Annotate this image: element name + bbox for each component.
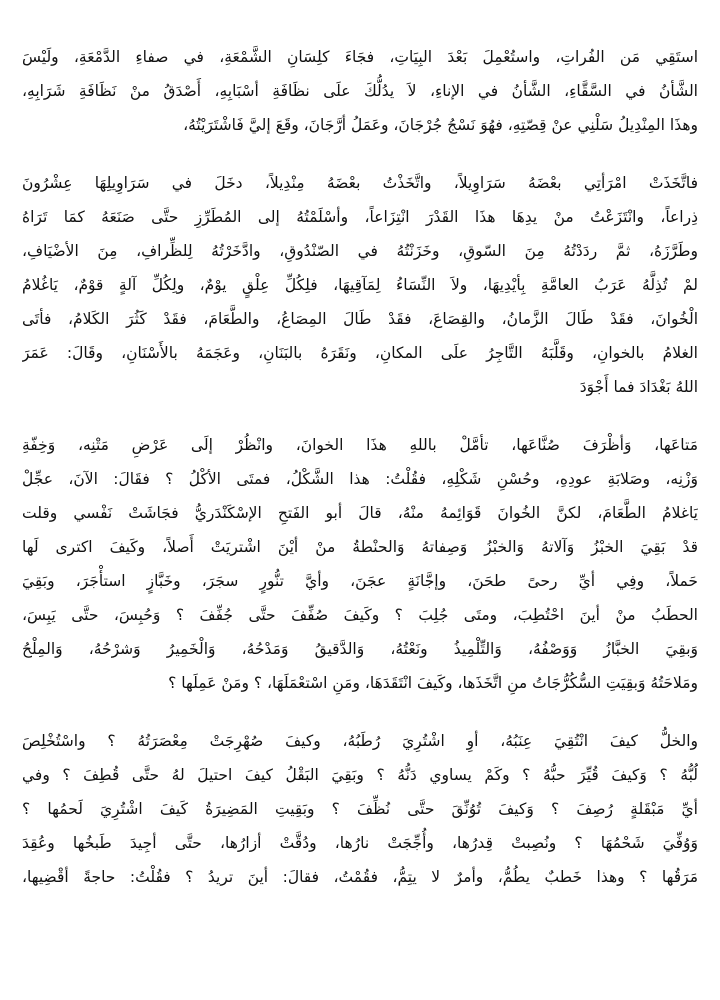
paragraph-gap <box>22 404 698 428</box>
text-line: وهذَا المِنْدِيلُ سَلْنِي عنْ قِصّتِهِ، فهُوَ نَسْجُ جُرْجَانَ، وعَمَلُ أرَّجَانَ، وقَعَ إليَّ فَاشْتَرَيْتُهُ، <box>183 116 698 134</box>
text-line: قدْ بَقِيَ الخبْزُ وَآلاتهُ وَالخبْزُ وَصِفاتهُ وَالحنْطةُ منْ أيْنَ اشْتريَتْ أَصلاً، وكَيفَ اكترى لَها <box>22 538 698 556</box>
text-line: أيِّ مَبْقَلةٍ رُصِفَ ؟ وَكيفَ تُوُنِّقَ حتَّى نُظِّفَ ؟ وبَقِيتِ المَضِيرَةُ كَيفَ اشْتُرِيَ لَحمُها ؟ <box>22 800 698 818</box>
paragraph-gap <box>22 700 698 724</box>
text-line: مَتاعَها، وَأظْرَفَ صُنَّاعَها، تأمَّلْ باللهِ هذَا الخوانَ، وانْظُرْ إلَى عَرْضِ مَتْنِه، وَخِفّةِ <box>22 436 698 454</box>
paragraph-3 <box>22 428 698 700</box>
text-line: وَوُفِّيَ شَحْمُهَا ؟ ونُصِبتْ قِدرُها، وأُجِّجَتْ نارُها، ودُقَّتْ أزارُها، حتَّى أجِيدَ طَبخُها وعُقِدَ <box>22 834 698 852</box>
text-line: لمْ تُذِلَّهُ عَرَبُ العامَّةِ بِأيْدِيهَا، ولاَ النِّسَاءُ لِمَآقِيهَا، فلِكُلِّ عِلْقٍ يوْمٌ، ولِكُلِّ آلةٍ قوْمٌ، يَاغُلامُ <box>22 276 698 294</box>
paragraph-2 <box>22 166 698 404</box>
text-line: ذِراعاً، وانْتَزَعْتُ منْ يدِهَا هذَا القَدْرَ انْتِزَاعاً، وأسْلَمْتُهُ إلى المُطَرِّزِ حتَّى صَنَعَهُ كمَا تَرَاهُ <box>22 208 698 226</box>
text-line: وطَرَّزَهُ، ثمَّ ردَدْتُهُ مِنَ السّوقِ، وخَزَنْتُهُ في الصّنْدُوقِ، وادَّخَرْتُهُ لِلظِّرافِ، مِنَ الأضْيَافِ، <box>22 242 698 260</box>
text-line: اللهُ بَغْدَادَ فما أَجْوَدَ <box>579 378 698 396</box>
text-line: ومَلاحَتُهُ وَبقِيَتِ السُّكُرُّجَاتُ منِ اتَّخَذَها، وكَيفَ انْتَقَدَهَا، ومَنِ اسْتعْمَلَهَا، ؟ ومَنْ عَمِلَها ؟ <box>168 674 698 692</box>
paragraph-1 <box>22 40 698 142</box>
text-line: يَاغلامُ الطَّعَامَ، لكنَّ الخُوانَ قَوَائِمهُ منْهُ، قالَ أبو الفَتحِ الإسْكَنْدَريُّ فجَاشَتْ نَفْسي وقلت <box>22 504 698 522</box>
text-line: مَرَقُها ؟ وهذا خَطبٌ يطُمُّ، وأمرٌ لا يتِمُّ، فقُمْتُ، فقالَ: أينَ تريدُ ؟ فقُلْتُ: حاجةً أقْضِيها، <box>22 868 698 886</box>
text-line: الشَّأنُ في السَّقَّاءِ، الشَّأنُ في الإناءِ، لاَ يدُلُّكَ علَى نظَافَةِ أسْبَابِهِ، أَصْدَقُ منْ نَظَافَةِ شَرَابِهِ، <box>22 82 698 100</box>
text-line: الحطَبُ منْ أينَ احْتُطِبَ، ومتَى جُلِبَ ؟ وكَيفَ صُفِّفَ حتَّى جُفِّفَ ؟ وَحُبِسَ، حتَّى يَبِسَ، <box>22 606 698 624</box>
paragraph-gap <box>22 142 698 166</box>
text-line: حَملاً، وفِي أيِّ رحىً طحَنَ، وإجَّانَةٍ عجَنَ، وأيَّ تنُّورٍ سجَرَ، وخَبَّازٍ استأْجَرَ، وبَقِيَ <box>22 572 698 590</box>
text-line: الْخُوانَ، فقَدْ طَالَ الزَّمانُ، والقِصَاعَ، فقَدْ طَالَ المِصَاعُ، والطَّعَامَ، فقَدْ كَثُرَ الكَلامُ، فأتَى <box>22 310 698 328</box>
paragraph-4 <box>22 724 698 894</box>
text-line: استَقِي مَن الفُراتِ، واستُعْمِلَ بَعْدَ البِيَاتِ، فجَاءَ كلِسَانِ الشَّمْعَةِ، في صفاءِ الدَّمْعَةِ، ولَيْسَ <box>22 48 698 66</box>
text-line: لُبُّهُ ؟ وَكيفَ قُيِّرَ حبُّهُ ؟ وكَمْ يساوي دَنُّهُ ؟ وبَقِيَ البَقْلُ كيفَ احتيلَ لهُ حتَّى قُطِفَ ؟ وفي <box>22 766 698 784</box>
text-line: وَبقِيَ الخبَّازُ وَوَصْفُهُ، وَالتِّلْمِيذُ ونَعْتُهُ، وَالدَّقيقُ وَمَدْحُهُ، وَالْخَمِيرُ وَشرْحُهُ، وَالمِلْحُ <box>22 640 698 658</box>
text-line: فاتَّخَذَتْ امْرَأتِي بعْضَهُ سَرَاوِيلاً، واتَّخَذْتُ بعْضَهُ مِنْدِيلاً، دخَلَ في سَرَاوِيلِهَا عِشْرُونَ <box>22 174 698 192</box>
text-line: والخلُّ كيفَ انْتُقِيَ عِنَبُهُ، أوِ اشْتُرِيَ رُطَبُهُ، وكيفَ صُهْرِجَتْ مِعْصَرَتُهُ ؟ واسْتُخْلِصَ <box>22 732 698 750</box>
text-line: الغلامُ بالخوانِ، وقَلَّبَهُ التَّاجِرُ علَى المكانِ، ونَقَرَهُ بالبَنَانِ، وعَجَمَهُ بالأَسْنَانِ، وقَالَ: عَمَرَ <box>22 344 698 362</box>
text-line: وَزْنِه، وصَلابَةِ عودِهِ، وحُسْنِ شَكْلِهِ، فقُلْتُ: هذا الشَّكْلُ، فمتَى الأكْلُ ؟ فقَالَ: الآنَ، عجِّلْ <box>22 470 698 488</box>
